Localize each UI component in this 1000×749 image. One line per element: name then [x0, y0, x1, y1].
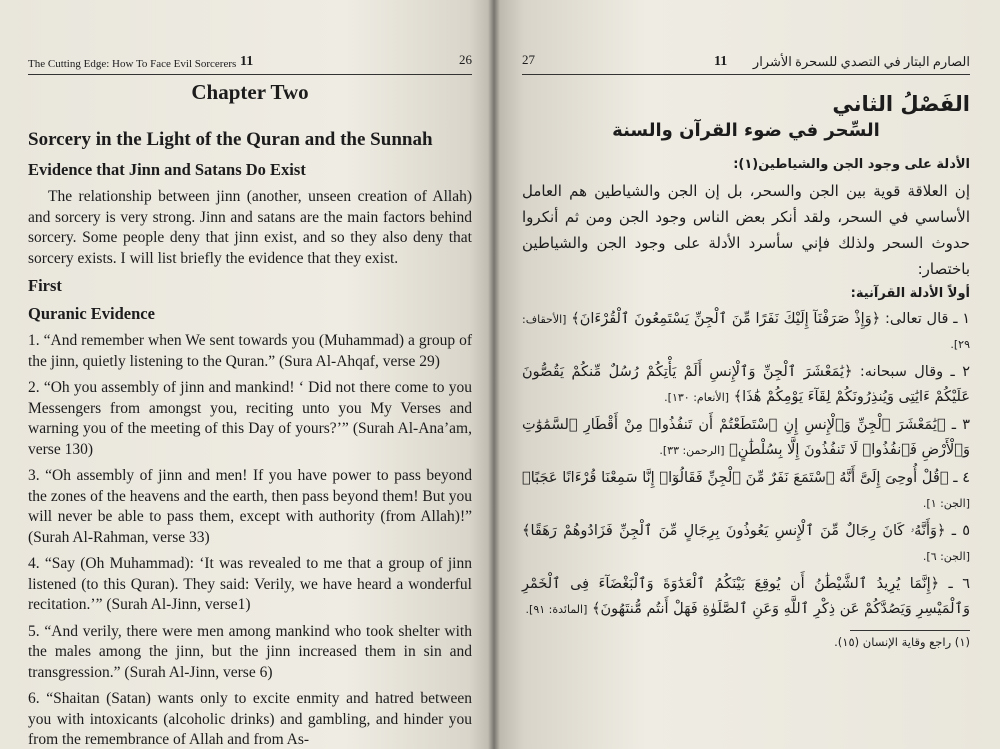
list-item: 6. “Shaitan (Satan) wants only to excite enmity and hatred between you with intoxicants (alcoholic drinks) and gambling, and hinder you from the remembrance of Allah and from As-	[28, 690, 472, 748]
verse-text: ٥ ـ ﴿وَأَنَّهُۥ كَانَ رِجَالٌ مِّنَ ٱلْإِنسِ يَعُوذُونَ بِرِجَالٍ مِّنَ ٱلْجِنِّ فَزَادُوهُمْ رَهَقًا﴾	[522, 523, 970, 539]
book-gutter	[488, 0, 500, 749]
right-page-number: 27	[522, 52, 535, 67]
intro-paragraph: The relationship between jinn (another, unseen creation of Allah) and sorcery is very strong. Jinn and satans are the main factors behind sorcery. Some people deny that jinn exist, and so they also deny that sorcery exists. I will list briefly the evidence that they exist.	[28, 188, 472, 267]
verse-text: ٢ ـ وقال سبحانه: ﴿يَٰمَعْشَرَ ٱلْجِنِّ وَٱلْإِنسِ أَلَمْ يَأْتِكُمْ رُسُلٌ مِّنكُمْ يَقُصُّونَ عَلَيْكُمْ ءَايَٰتِى وَيُنذِرُونَكُمْ لِقَآءَ يَوْمِكُمْ هَٰذَا﴾	[522, 364, 970, 405]
verse-source: [الجن: ١].	[922, 497, 970, 510]
subsection-heading: Evidence that Jinn and Satans Do Exist	[28, 159, 306, 179]
list-item	[522, 572, 970, 622]
verse-source: [المائدة: ٩١].	[525, 603, 588, 616]
list-item: 1. “And remember when We sent towards you (Muhammad) a group of the jinn, quietly listening to the Quran.” (Sura Al-Ahqaf, verse 29)	[28, 332, 472, 370]
first-heading: First	[28, 276, 62, 295]
verse-source: [الجن: ٦].	[922, 550, 970, 563]
chapter-title: Chapter Two	[191, 80, 309, 104]
arabic-paragraph: إن العلاقة قوية بين الجن والسحر، بل إن الجن والشياطين هم العامل الأساسي في السحر، ولقد أنكر بعض الناس وجود الجن ومن ثم أنكروا حدوث السحر ولذلك فإني سأسرد الأدلة على وجود الجن والشياطين باختصار:	[522, 182, 970, 278]
list-item: 5. “And verily, there were men among mankind who took shelter with the males among the jinn, but the jinn increased them in sin and transgression.” (Surah Al-Jinn, verse 6)	[28, 622, 472, 681]
right-page-body	[522, 92, 970, 649]
verse-source: [الأنعام: ١٣٠].	[664, 391, 730, 404]
right-header-number: 11	[714, 54, 728, 69]
footnote: (١) راجع وقاية الإنسان (١٥).	[834, 635, 970, 649]
left-page-number: 26	[459, 52, 472, 67]
footnote-divider	[850, 630, 970, 631]
verse-source: [الرحمن: ٣٣].	[659, 444, 725, 457]
list-item: 3. “Oh assembly of jinn and men! If you have power to pass beyond the zones of the heavens and the earth, then pass beyond them! But you will never be able to pass them, except with authority (from Allah)!” (Surah Al-Rahman, verse 33)	[28, 467, 472, 546]
quranic-evidence-heading: Quranic Evidence	[28, 303, 155, 323]
arabic-section-title: السِّحر في ضوء القرآن والسنة	[612, 120, 880, 141]
list-item: 4. “Say (Oh Muhammad): ‘It was revealed to me that a group of jinn listened (to this Quran). They said: Verily, we have heard a wonderful recitation.’” (Surah Al-Jinn, verse1)	[28, 555, 472, 613]
list-item	[522, 466, 970, 516]
list-item	[522, 360, 970, 410]
arabic-chapter-title: الفَصْلُ الثاني	[832, 92, 970, 116]
section-heading: Sorcery in the Light of the Quran and the Sunnah	[28, 129, 433, 150]
list-item: 2. “Oh you assembly of jinn and mankind! ‘ Did not there come to you Messengers from amongst you, reciting unto you My Verses and warning you of the meeting of this Day of yours?’” (Surah Al-Ana’am, verse 130)	[28, 379, 472, 458]
verse-source: [الأحقاف: ٢٩].	[522, 313, 970, 351]
verse-text: ١ ـ قال تعالى: ﴿وَإِذْ صَرَفْنَآ إِلَيْكَ نَفَرًا مِّنَ ٱلْجِنِّ يَسْتَمِعُونَ ٱلْقُرْءَانَ﴾	[571, 311, 971, 327]
left-page-header	[28, 52, 472, 75]
right-page-header	[522, 52, 970, 75]
left-header-number: 11	[240, 54, 254, 69]
list-item	[522, 519, 970, 569]
verse-text: ٦ ـ ﴿إِنَّمَا يُرِيدُ ٱلشَّيْطَٰنُ أَن يُوقِعَ بَيْنَكُمُ ٱلْعَدَٰوَةَ وَٱلْبَغْضَآءَ فِى ٱلْخَمْرِ وَٱلْمَيْسِرِ وَيَصُدَّكُمْ عَن ذِكْرِ ٱللَّهِ وَعَنِ ٱلصَّلَوٰةِ فَهَلْ أَنتُم مُّنتَهُونَ﴾	[522, 576, 970, 617]
left-page-body	[28, 130, 472, 749]
list-item	[522, 413, 970, 463]
right-page	[494, 0, 1000, 749]
right-header-title: الصارم البتار في التصدي للسحرة الأشرار	[752, 54, 970, 69]
list-item	[522, 307, 970, 357]
verse-text: ٤ ـ ﴿قُلْ أُوحِىَ إِلَىَّ أَنَّهُ ٱسْتَمَعَ نَفَرٌ مِّنَ ٱلْجِنِّ فَقَالُوٓا۟ إِنَّا سَمِعْنَا قُرْءَانًا عَجَبًا﴾	[522, 470, 970, 486]
verse-text: ٣ ـ ﴿يَٰمَعْشَرَ ٱلْجِنِّ وَٱلْإِنسِ إِنِ ٱسْتَطَعْتُمْ أَن تَنفُذُوا۟ مِنْ أَقْطَارِ ٱلسَّمَٰوَٰتِ وَٱلْأَرْضِ فَٱنفُذُوا۟ لَا تَنفُذُونَ إِلَّا بِسُلْطَٰنٍ﴾	[522, 417, 970, 458]
arabic-heading: الأدلة على وجود الجن والشياطين(١):	[733, 157, 970, 172]
left-header-title: The Cutting Edge: How To Face Evil Sorcerers	[28, 58, 237, 70]
left-page	[0, 0, 494, 749]
arabic-subheading: أولاً الأدلة القرآنية:	[850, 286, 970, 301]
